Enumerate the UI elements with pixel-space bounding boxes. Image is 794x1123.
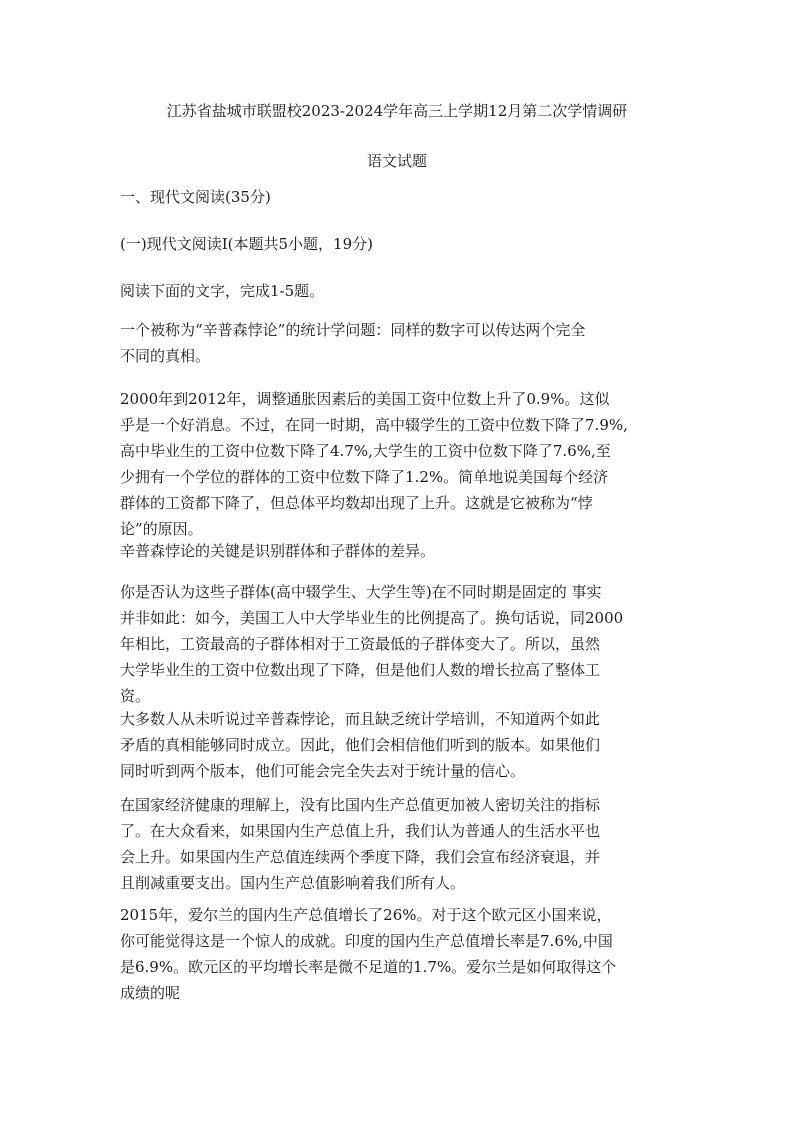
paragraph-line: 你是否认为这些子群体(高中辍学生、大学生等)在不同时期是固定的 事实: [120, 583, 602, 601]
paragraph-4: [120, 579, 680, 709]
paragraph-line: 在国家经济健康的理解上，没有比国内生产总值更加被人密切关注的指标: [120, 796, 601, 814]
paragraph-line: 2015年，爱尔兰的国内生产总值增长了26%。对于这个欧元区小国来说，: [120, 906, 612, 924]
paragraph-2: [120, 386, 680, 542]
paragraph-line: 大多数人从未听说过辛普森悖论，而且缺乏统计学培训，不知道两个如此: [120, 710, 601, 728]
subsection-heading: (一)现代文阅读Ⅰ(本题共5小题，19分): [120, 235, 373, 253]
paragraph-line: 一个被称为“辛普森悖论”的统计学问题：同样的数字可以传达两个完全: [120, 321, 586, 339]
instruction-text: 阅读下面的文字，完成1-5题。: [120, 282, 325, 300]
paragraph-5: [120, 706, 680, 784]
paragraph-line: 了。在大众看来，如果国内生产总值上升，我们认为普通人的生活水平也: [120, 822, 601, 840]
paragraph-line: 年相比，工资最高的子群体相对于工资最低的子群体变大了。所以，虽然: [120, 635, 601, 653]
paragraph-1: [120, 317, 680, 369]
document-subtitle: 语文试题: [366, 152, 427, 170]
paragraph-line: 同时听到两个版本，他们可能会完全失去对于统计量的信心。: [120, 762, 526, 780]
paragraph-line: 且削减重要支出。国内生产总值影响着我们所有人。: [120, 874, 466, 892]
paragraph-line: 成绩的呢: [120, 984, 181, 1002]
paragraph-line: 群体的工资都下降了，但总体平均数却出现了上升。这就是它被称为“悖: [120, 494, 593, 512]
paragraph-line: 论”的原因。: [120, 520, 203, 538]
paragraph-line: 是6.9%。欧元区的平均增长率是微不足道的1.7%。爱尔兰是如何取得这个: [120, 958, 617, 976]
paragraph-line: 会上升。如果国内生产总值连续两个季度下降，我们会宣布经济衰退，并: [120, 848, 601, 866]
paragraph-3: [120, 538, 680, 564]
section-heading: 一、现代文阅读(35分): [120, 188, 271, 206]
paragraph-line: 矛盾的真相能够同时成立。因此，他们会相信他们听到的版本。如果他们: [120, 736, 601, 754]
paragraph-line: 高中毕业生的工资中位数下降了4.7%,大学生的工资中位数下降了7.6%,至: [120, 442, 611, 460]
paragraph-line: 并非如此：如今，美国工人中大学毕业生的比例提高了。换句话说，同2000: [120, 609, 624, 627]
paragraph-line: 少拥有一个学位的群体的工资中位数下降了1.2%。简单地说美国每个经济: [120, 468, 609, 486]
paragraph-7: [120, 902, 680, 1006]
paragraph-6: [120, 792, 680, 896]
paragraph-line: 你可能觉得这是一个惊人的成就。印度的国内生产总值增长率是7.6%,中国: [120, 932, 613, 950]
paragraph-line: 大学毕业生的工资中位数出现了下降，但是他们人数的增长拉高了整体工: [120, 661, 601, 679]
paragraph-line: 不同的真相。: [120, 347, 211, 365]
paragraph-line: 辛普森悖论的关键是识别群体和子群体的差异。: [120, 542, 436, 560]
paragraph-line: 2000年到2012年，调整通胀因素后的美国工资中位数上升了0.9%。这似: [120, 390, 610, 408]
document-title: 江苏省盐城市联盟校2023-2024学年高三上学期12月第二次学情调研: [166, 102, 628, 120]
paragraph-line: 资。: [120, 687, 151, 705]
paragraph-line: 乎是一个好消息。不过，在同一时期，高中辍学生的工资中位数下降了7.9%,: [120, 416, 628, 434]
